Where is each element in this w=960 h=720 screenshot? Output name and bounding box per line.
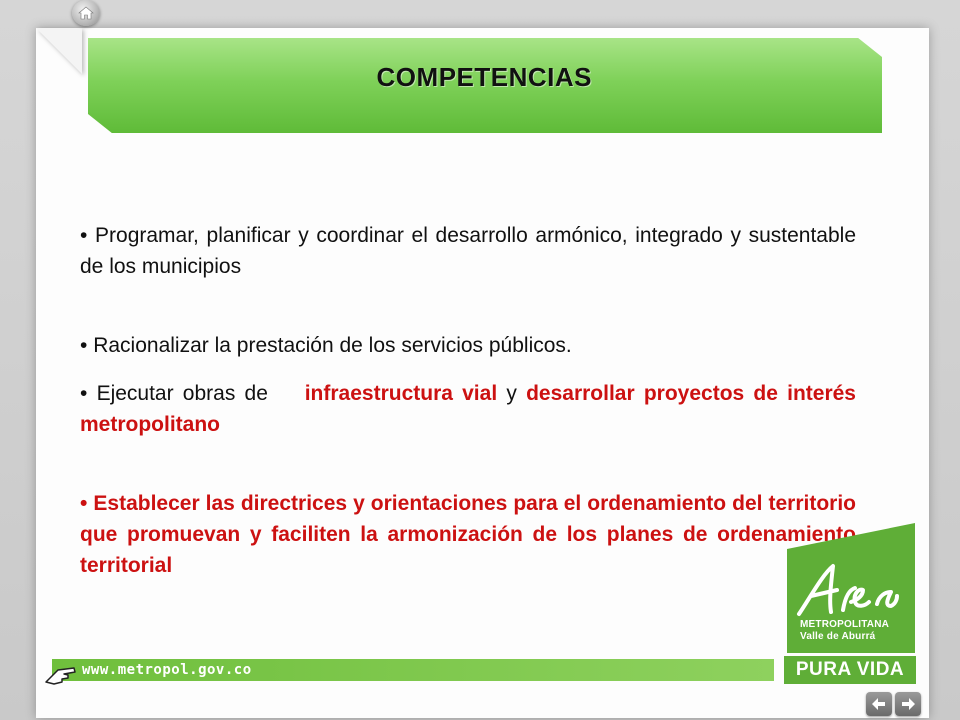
previous-button[interactable]: [866, 692, 892, 716]
bullet-marker: •: [80, 382, 88, 405]
page-title: COMPETENCIAS: [376, 62, 592, 92]
bullet-highlight: infraestructura vial: [304, 382, 498, 405]
arrow-left-icon: [871, 697, 887, 711]
home-icon: [78, 6, 94, 20]
logo-line1: METROPOLITANA: [800, 619, 890, 630]
bullet-marker: •: [80, 492, 88, 515]
bullet-text: Ejecutar obras de: [96, 382, 268, 405]
bullet-item: [80, 378, 856, 440]
bullet-text: Programar, planificar y coordinar el desarrollo armónico, integrado y sustentable de los municipios: [80, 224, 856, 278]
next-button[interactable]: [895, 692, 921, 716]
bullet-text: Establecer las directrices y orientaciones para el ordenamiento del territorio que promuevan y faciliten la armonización de los planes de ordenamiento territorial: [80, 492, 857, 577]
bullet-marker: •: [80, 334, 88, 357]
bullet-highlight: desarrollar proyectos de interés metropolitano: [80, 382, 856, 436]
bullet-item: [80, 330, 856, 361]
bullet-item: [80, 488, 856, 581]
bullet-text: Racionalizar la prestación de los servicios públicos.: [93, 334, 572, 357]
arrow-right-icon: [900, 697, 916, 711]
logo-script-mark: [793, 560, 903, 620]
bullet-text: y: [506, 382, 517, 405]
logo-line2: Valle de Aburrá: [800, 631, 876, 642]
logo-slogan: PURA VIDA: [784, 656, 916, 684]
footer-url[interactable]: www.metropol.gov.co: [82, 662, 252, 678]
bullet-marker: •: [80, 224, 88, 247]
hand-pointer-icon: [44, 662, 78, 688]
page-fold-corner: [36, 28, 82, 74]
bullet-item: [80, 220, 856, 282]
home-button[interactable]: [72, 0, 100, 26]
